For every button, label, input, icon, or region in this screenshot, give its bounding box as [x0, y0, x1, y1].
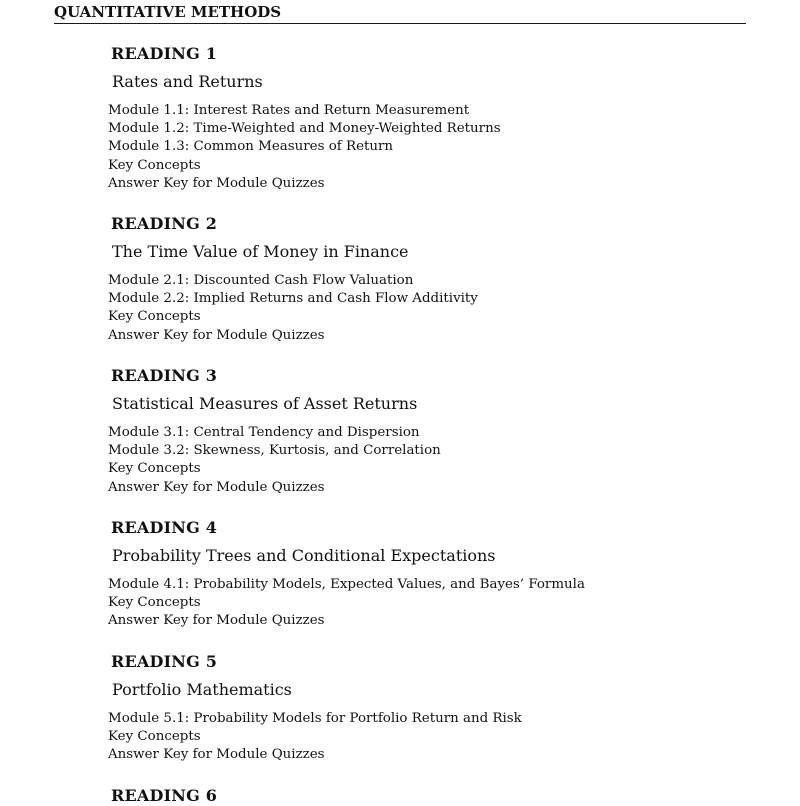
module-link[interactable]: Module 2.2: Implied Returns and Cash Flow Additivity — [108, 291, 478, 307]
answer-key-link[interactable]: Answer Key for Module Quizzes — [108, 175, 325, 191]
key-concepts-link[interactable]: Key Concepts — [108, 309, 201, 325]
module-link[interactable]: Module 3.1: Central Tendency and Dispersion — [108, 425, 420, 440]
module-link[interactable]: Module 1.3: Common Measures of Return — [108, 139, 394, 155]
reading-number[interactable]: READING 1 — [111, 44, 218, 63]
section-title: QUANTITATIVE METHODS — [54, 2, 746, 24]
key-concepts-link[interactable]: Key Concepts — [108, 461, 201, 477]
reading-number[interactable]: READING 3 — [111, 366, 218, 385]
module-list — [108, 710, 522, 765]
module-link[interactable]: Module 5.1: Probability Models for Portfolio Return and Risk — [108, 711, 522, 726]
reading-title[interactable]: Probability Trees and Conditional Expectations — [112, 546, 496, 565]
reading-number[interactable]: READING 4 — [111, 518, 218, 537]
module-link[interactable]: Module 2.1: Discounted Cash Flow Valuation — [108, 273, 414, 288]
key-concepts-link[interactable]: Key Concepts — [108, 595, 201, 611]
answer-key-link[interactable]: Answer Key for Module Quizzes — [108, 327, 325, 343]
module-link[interactable]: Module 4.1: Probability Models, Expected Values, and Bayes’ Formula — [108, 577, 585, 592]
reading-title[interactable]: Statistical Measures of Asset Returns — [112, 394, 418, 413]
key-concepts-link[interactable]: Key Concepts — [108, 157, 201, 173]
module-list — [108, 424, 441, 497]
module-list — [108, 576, 585, 631]
reading-number[interactable]: READING 5 — [111, 652, 218, 671]
answer-key-link[interactable]: Answer Key for Module Quizzes — [108, 613, 325, 629]
module-link[interactable]: Module 1.2: Time-Weighted and Money-Weighted Returns — [108, 121, 501, 137]
module-list — [108, 102, 501, 193]
reading-title[interactable]: The Time Value of Money in Finance — [112, 242, 409, 261]
reading-number[interactable]: READING 6 — [111, 786, 218, 805]
key-concepts-link[interactable]: Key Concepts — [108, 729, 201, 745]
module-list — [108, 272, 478, 345]
answer-key-link[interactable]: Answer Key for Module Quizzes — [108, 747, 325, 763]
module-link[interactable]: Module 1.1: Interest Rates and Return Measurement — [108, 103, 470, 118]
reading-title[interactable]: Portfolio Mathematics — [112, 680, 292, 699]
reading-number[interactable]: READING 2 — [111, 214, 218, 233]
reading-title[interactable]: Rates and Returns — [112, 72, 263, 91]
answer-key-link[interactable]: Answer Key for Module Quizzes — [108, 479, 325, 495]
module-link[interactable]: Module 3.2: Skewness, Kurtosis, and Correlation — [108, 443, 441, 459]
